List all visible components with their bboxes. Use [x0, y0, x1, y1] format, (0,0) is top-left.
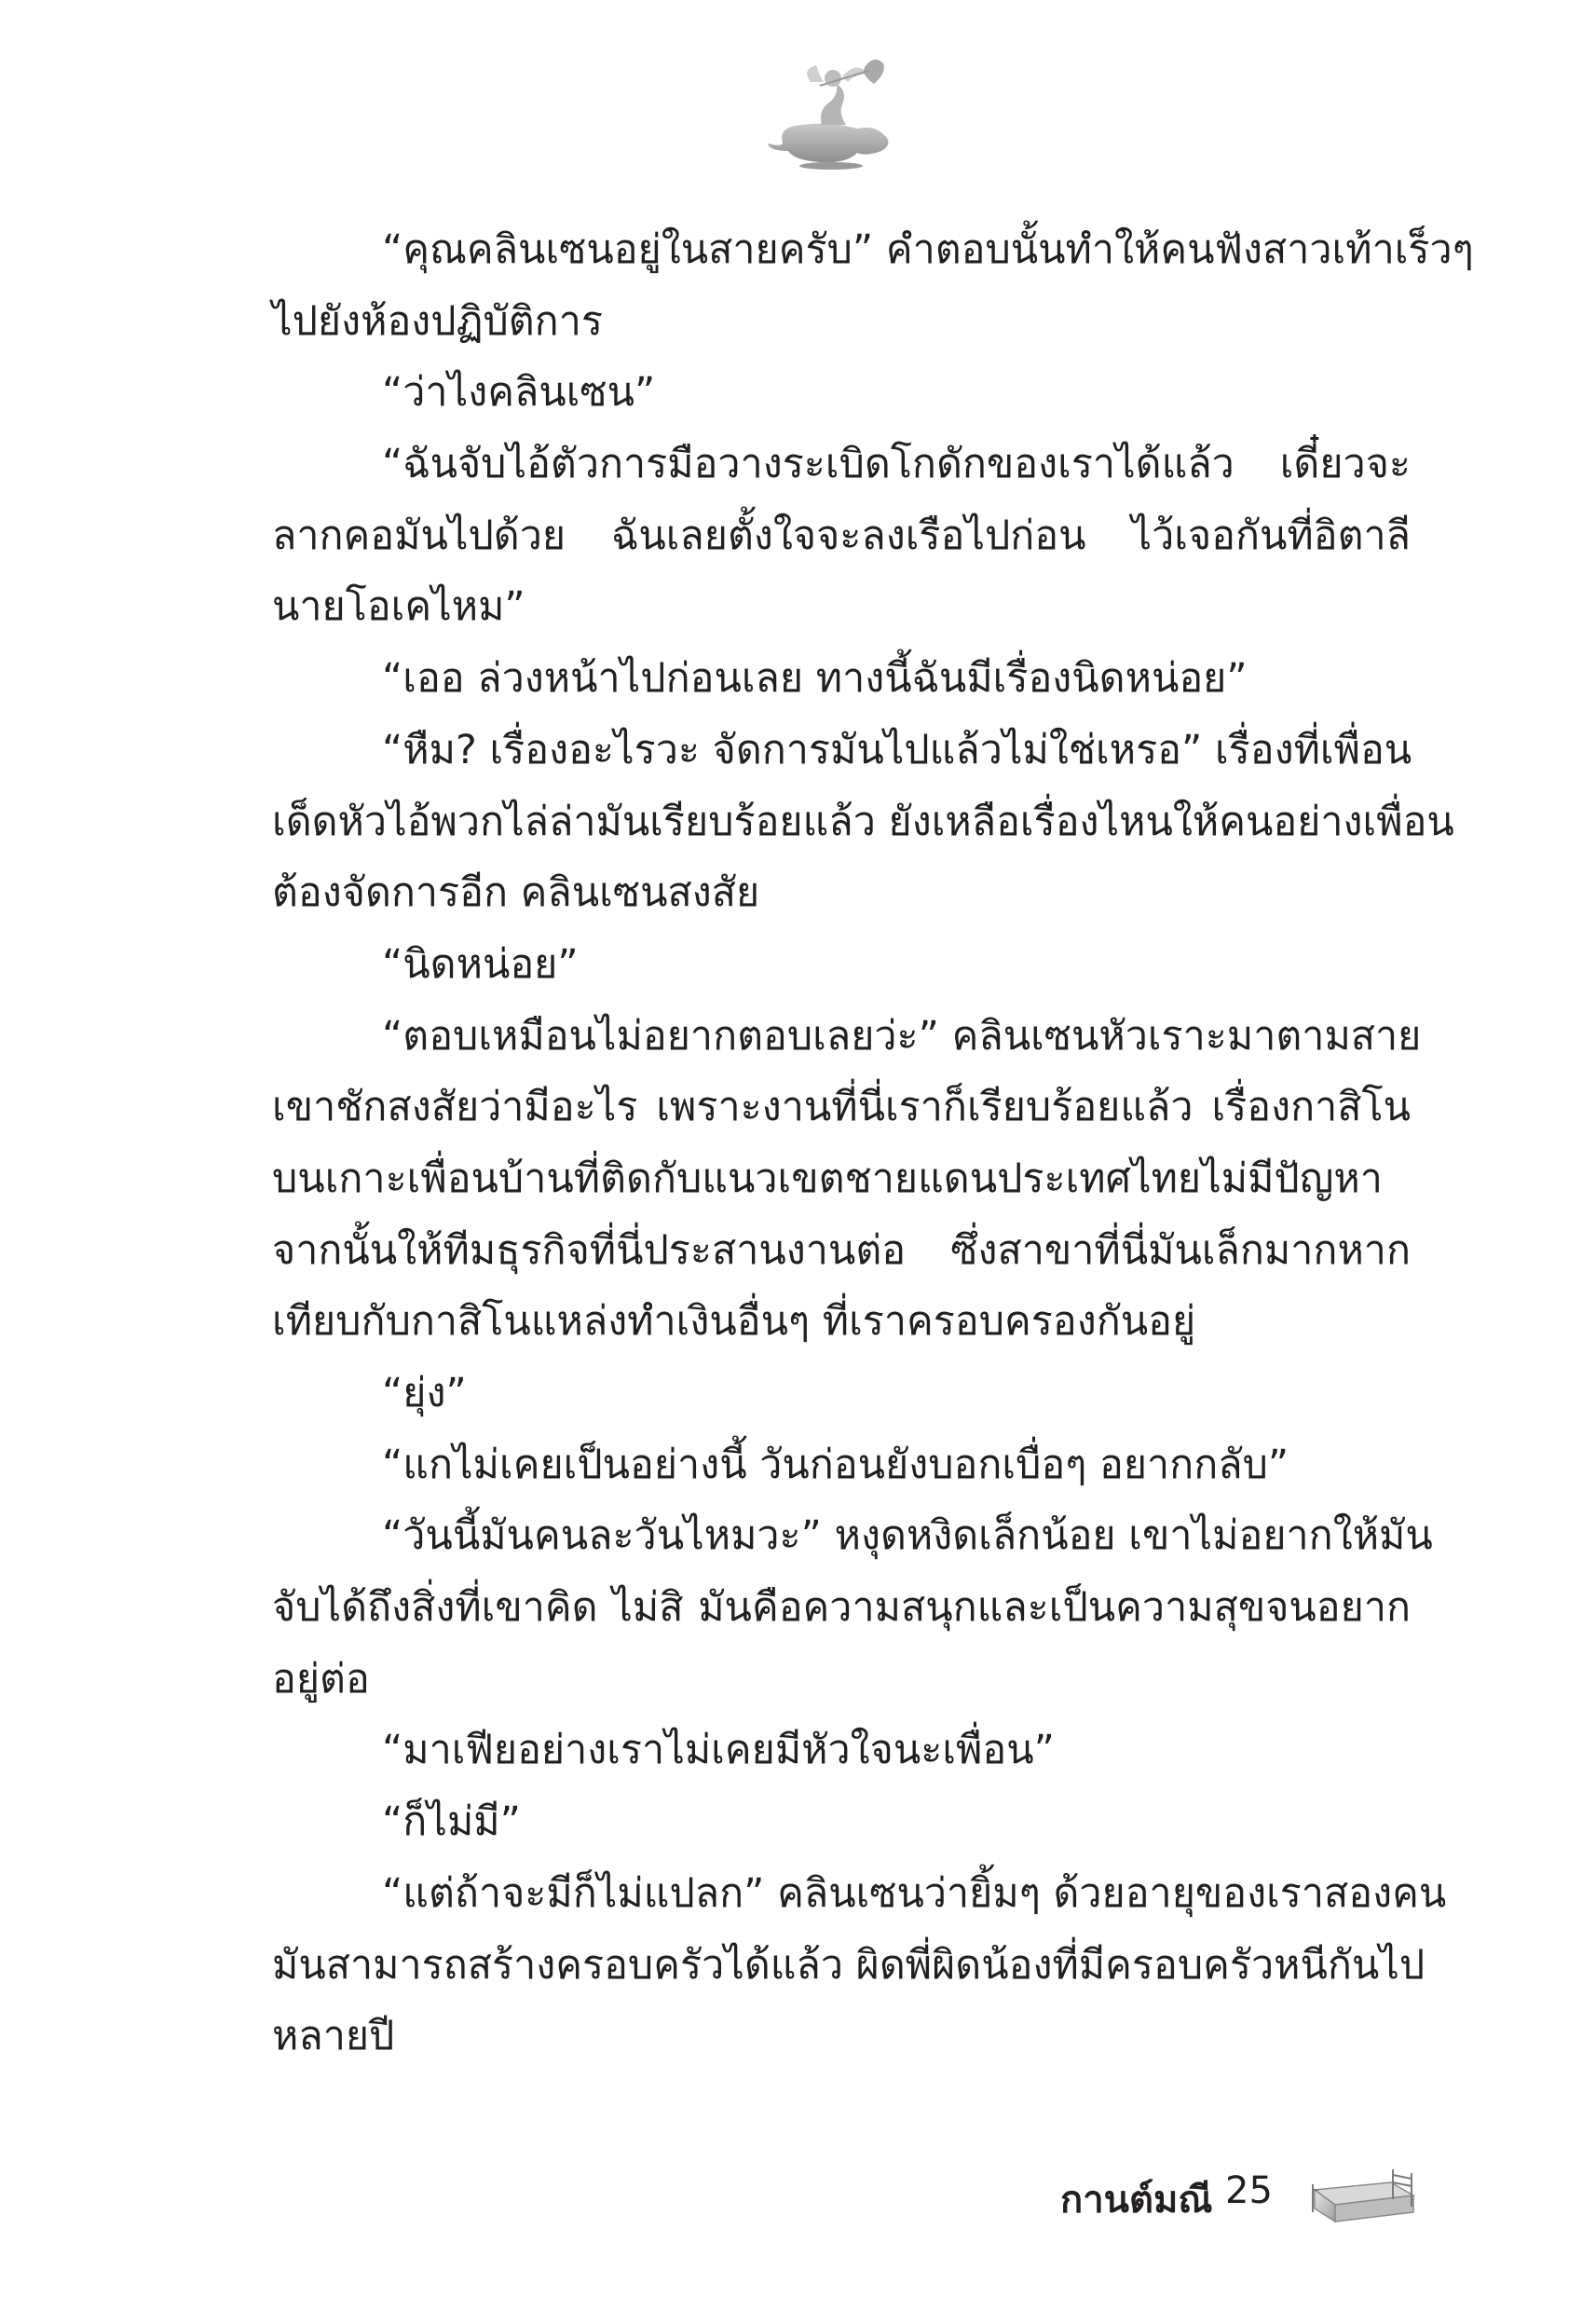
paragraph	[272, 929, 1411, 1001]
book-title: กานต์มณี	[1060, 2179, 1213, 2222]
text-line: “ว่าไงคลินเซน”	[382, 369, 656, 417]
text-line: อยู่ต่อ	[272, 1655, 370, 1702]
text-line: “หืม? เรื่องอะไรวะ จัดการมันไปแล้วไม่ใช่เหรอ” เรื่องที่เพื่อน	[382, 726, 1412, 773]
paragraph	[272, 1500, 1433, 1715]
paragraph	[272, 715, 1454, 929]
bed-icon	[1307, 2162, 1419, 2229]
text-line: “ฉันจับไอ้ตัวการมือวางระเบิดโกดักของเราได้แล้ว เดี๋ยวจะ	[382, 441, 1411, 488]
text-line: “มาเฟียอย่างเราไม่เคยมีหัวใจนะเพื่อน”	[382, 1727, 1055, 1774]
text-line: “วันนี้มันคนละวันไหมวะ” หงุดหงิดเล็กน้อย เขาไม่อยากให้มัน	[382, 1512, 1433, 1560]
page-number: 25	[1225, 2169, 1273, 2212]
text-line: ไปยังห้องปฏิบัติการ	[272, 297, 603, 345]
paragraph	[272, 1858, 1447, 2072]
text-line: “คุณคลินเซนอยู่ในสายครับ” คำตอบนั้นทำให้คนฟังสาวเท้าเร็วๆ	[382, 226, 1474, 273]
text-line: จับได้ถึงสิ่งที่เขาคิด ไม่สิ มันคือความสนุกและเป็นความสุขจนอยาก	[272, 1584, 1411, 1632]
text-line: ลากคอมันไปด้วย ฉันเลยตั้งใจจะลงเรือไปก่อน ไว้เจอกันที่อิตาลี	[272, 512, 1411, 559]
text-line: มันสามารถสร้างครอบครัวได้แล้ว ผิดพี่ผิดน้องที่มีครอบครัวหนีกันไป	[272, 1941, 1425, 1989]
cupid-teapot-ornament-icon	[764, 54, 904, 171]
text-line: เทียบกับกาสิโนแหล่งทำเงินอื่นๆ ที่เราครอบครองกันอยู่	[272, 1298, 1196, 1346]
paragraph	[272, 214, 1474, 357]
text-line: “ยุ่ง”	[382, 1370, 467, 1416]
paragraph	[272, 1429, 1411, 1501]
text-line: “นิดหน่อย”	[382, 940, 579, 988]
text-line: หลายปี	[272, 2013, 395, 2060]
text-line: ต้องจัดการอีก คลินเซนสงสัย	[272, 869, 760, 917]
text-line: เด็ดหัวไอ้พวกไล่ล่ามันเรียบร้อยแล้ว ยังเหลือเรื่องไหนให้คนอย่างเพื่อน	[272, 798, 1454, 845]
paragraph	[272, 357, 1411, 429]
paragraph	[272, 1715, 1411, 1786]
text-line: “เออ ล่วงหน้าไปก่อนเลย ทางนี้ฉันมีเรื่องนิดหน่อย”	[382, 655, 1248, 703]
text-line: เขาชักสงสัยว่ามีอะไร เพราะงานที่นี่เราก็เรียบร้อยแล้ว เรื่องกาสิโน	[272, 1084, 1411, 1131]
paragraph	[272, 1786, 1411, 1858]
text-line: “แกไม่เคยเป็นอย่างนี้ วันก่อนยังบอกเบื่อๆ อยากกลับ”	[382, 1441, 1289, 1488]
paragraph	[272, 1001, 1422, 1358]
text-line: บนเกาะเพื่อนบ้านที่ติดกับแนวเขตชายแดนประเทศไทยไม่มีปัญหา	[272, 1155, 1383, 1202]
text-line: “ก็ไม่มี”	[382, 1798, 521, 1846]
text-line: “ตอบเหมือนไม่อยากตอบเลยว่ะ” คลินเซนหัวเราะมาตามสาย	[382, 1012, 1422, 1060]
page-footer	[1044, 2162, 1435, 2227]
text-line: “แต่ถ้าจะมีก็ไม่แปลก” คลินเซนว่ายิ้มๆ ด้วยอายุของเราสองคน	[382, 1869, 1447, 1917]
text-line: นายโอเคไหม”	[272, 583, 525, 631]
paragraph	[272, 429, 1411, 643]
paragraph	[272, 1358, 1411, 1429]
paragraph	[272, 643, 1411, 715]
text-line: จากนั้นให้ทีมธุรกิจที่นี่ประสานงานต่อ ซึ่งสาขาที่นี่มันเล็กมากหาก	[272, 1226, 1411, 1274]
body-text	[272, 214, 1474, 2072]
